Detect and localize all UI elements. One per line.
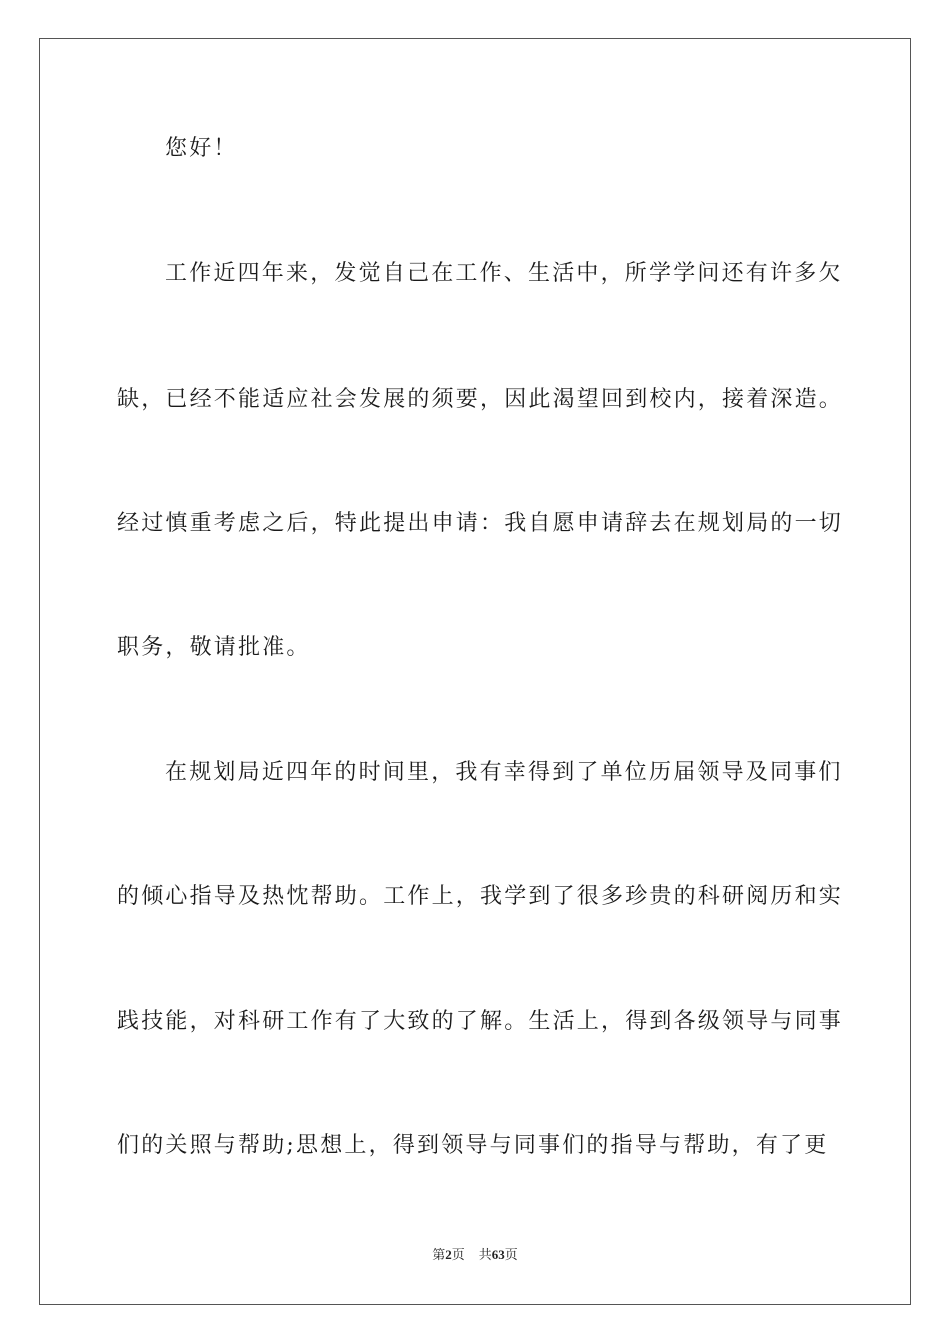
total-pages: 63 bbox=[491, 1247, 505, 1262]
body-line: 工作近四年来，发觉自己在工作、生活中，所学学问还有许多欠 bbox=[165, 261, 843, 286]
total-suffix: 页 bbox=[504, 1248, 518, 1263]
body-line: 的倾心指导及热忱帮助。工作上，我学到了很多珍贵的科研阅历和实 bbox=[117, 884, 844, 909]
page-prefix: 第 bbox=[432, 1248, 446, 1263]
page-suffix: 页 bbox=[451, 1248, 465, 1263]
body-line: 职务，敬请批准。 bbox=[117, 635, 311, 660]
total-prefix: 共 bbox=[478, 1248, 492, 1263]
body-line: 经过慎重考虑之后，特此提出申请：我自愿申请辞去在规划局的一切 bbox=[117, 511, 844, 536]
body-line: 缺，已经不能适应社会发展的须要，因此渴望回到校内，接着深造。 bbox=[117, 387, 844, 412]
body-line: 们的关照与帮助;思想上，得到领导与同事们的指导与帮助，有了更 bbox=[117, 1133, 829, 1158]
greeting-line: 您好！ bbox=[165, 136, 238, 161]
body-line: 践技能，对科研工作有了大致的了解。生活上，得到各级领导与同事 bbox=[117, 1009, 844, 1034]
page-number: 2 bbox=[445, 1247, 452, 1262]
body-line: 在规划局近四年的时间里，我有幸得到了单位历届领导及同事们 bbox=[165, 760, 843, 785]
page-footer bbox=[0, 1246, 950, 1265]
page-frame bbox=[39, 38, 911, 1305]
